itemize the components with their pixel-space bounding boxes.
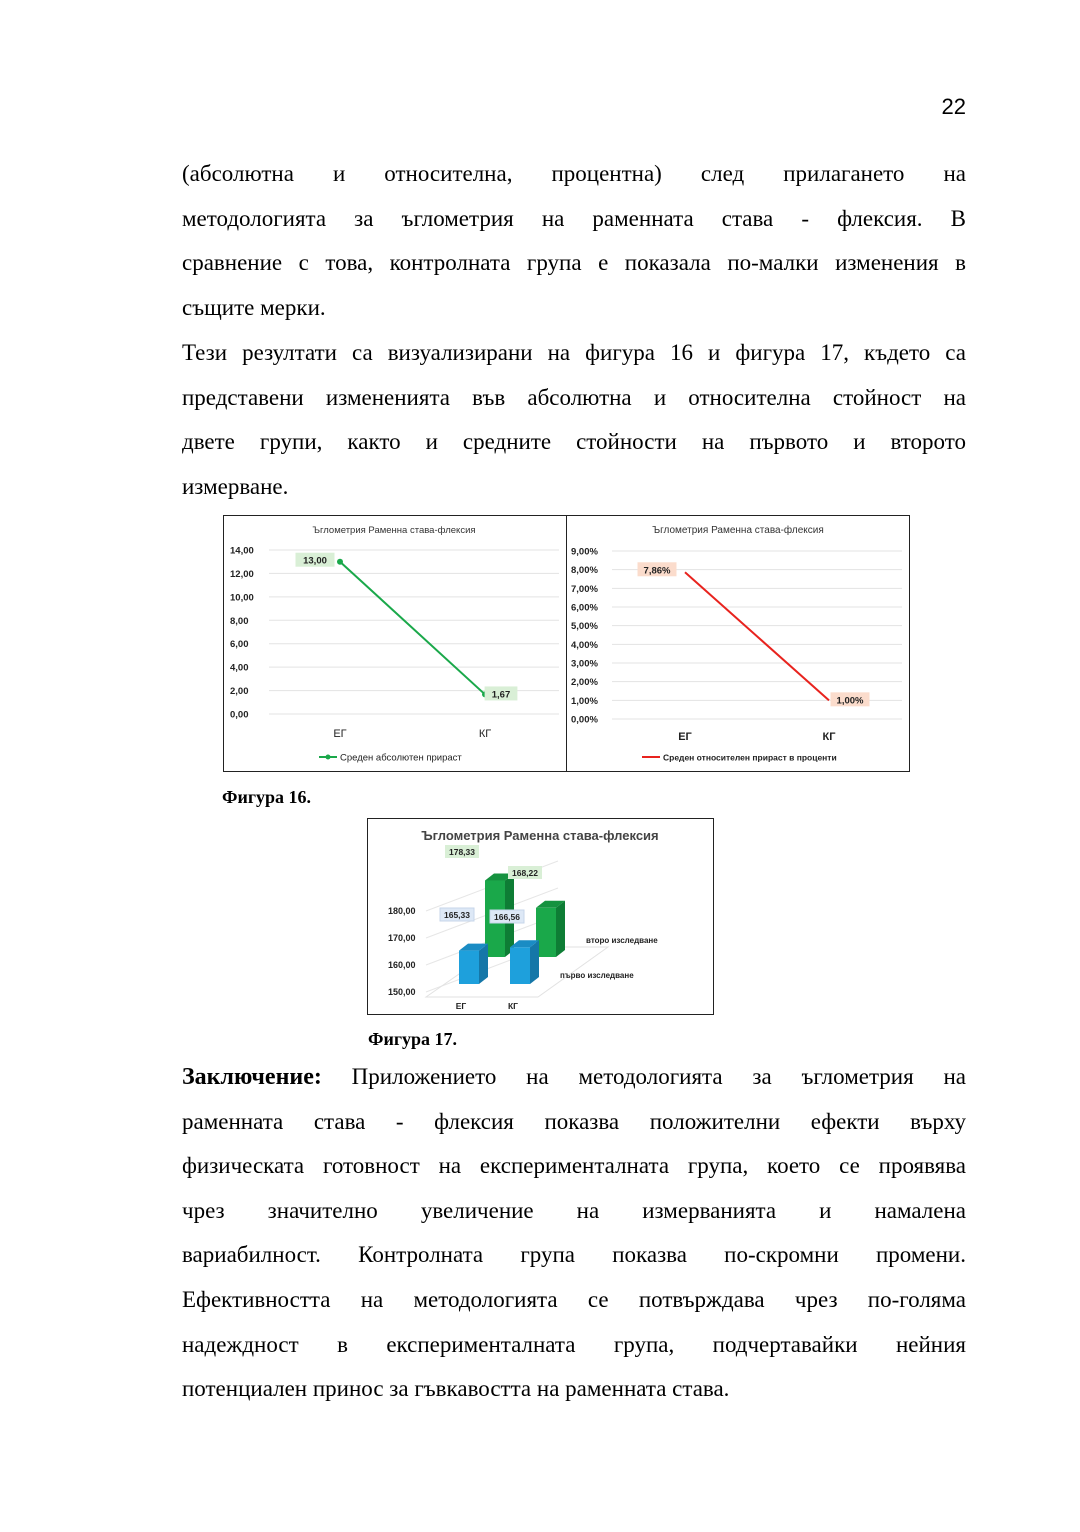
y-tick-label: 170,00 [388,933,416,943]
y-tick-label: 12,00 [230,568,254,580]
paragraph-2 [182,331,966,509]
y-tick-label: 10,00 [230,592,254,604]
y-tick-label: 1,00% [571,695,598,707]
text-line: (абсолютна и относителна, процентна) след прилагането на [182,161,966,186]
text-line: физическата готовност на експерименталната група, което се проявява [182,1153,966,1179]
text-line: потенциален принос за гъвкавостта на раменната става. [182,1376,730,1402]
x-category-label: КГ [507,1001,519,1011]
text-line: вариабилност. Контролната група показва по-скромни промени. [182,1242,966,1268]
legend-label: Среден относителен прираст в проценти [663,752,837,763]
x-category-label: КГ [822,731,836,743]
text-line: надеждност в експерименталната група, подчертавайки нейния [182,1331,966,1357]
text-line [182,1055,966,1100]
y-tick-label: 2,00 [230,686,249,698]
series-label: второ изследване [586,936,658,945]
y-tick-label: 160,00 [388,960,416,970]
text-line: раменната става - флексия показва положителни ефекти върху [182,1108,966,1134]
bar-side [530,940,539,984]
measurement-3d-bar-chart [368,819,713,1014]
page-number: 22 [941,94,966,119]
y-tick-label: 4,00 [230,662,249,674]
bar-side [556,901,565,957]
series-line [685,572,829,700]
y-tick-label: 180,00 [388,906,416,916]
conclusion-label: Заключение: [182,1064,322,1090]
text-line: чрез значително увеличение на измерванията и намалена [182,1197,966,1223]
data-label: 165,33 [444,910,470,920]
data-label: 168,22 [512,868,538,878]
bar [510,947,530,984]
y-tick-label: 9,00% [571,546,598,558]
y-tick-label: 4,00% [571,639,598,651]
y-tick-label: 8,00% [571,565,598,577]
conclusion-paragraph [182,1055,966,1412]
x-category-label: ЕГ [333,728,347,740]
y-tick-label: 3,00% [571,658,598,670]
figure17-caption: Фигура 17. [368,1029,458,1049]
y-tick-label: 5,00% [571,621,598,633]
y-tick-label: 2,00% [571,677,598,689]
y-tick-label: 150,00 [388,987,416,997]
data-label: 7,86% [643,565,671,577]
text-line: двете групи, както и средните стойности на първото и второто [182,429,966,455]
series-label: първо изследване [560,971,634,980]
y-tick-label: 7,00% [571,583,598,595]
figure16-relative-chart [566,515,910,772]
y-tick-label: 6,00% [571,602,598,614]
data-label: 1,00% [836,695,864,707]
x-category-label: ЕГ [678,731,692,743]
text-line: сравнение с това, контролната група е показала по-малки изменения в [182,250,966,276]
data-label: 1,67 [491,689,511,701]
conclusion-first-line: Приложението на методологията за ъглометрия на [321,1064,966,1089]
figure17-bar-chart [367,818,714,1015]
figure16-caption: Фигура 16. [222,787,312,807]
text-line: Ефективността на методологията се потвърждава чрез по-голяма [182,1286,966,1312]
absolute-gain-line-chart [224,516,566,771]
y-tick-label: 0,00% [571,714,598,726]
text-line: методологията за ъглометрия на раменната става - флексия. В [182,205,966,231]
legend-label: Среден абсолютен прираст [340,752,462,764]
data-label: 178,33 [449,847,475,857]
figure16-absolute-chart [223,515,567,772]
bar-side [479,944,488,984]
y-tick-label: 14,00 [230,545,254,557]
relative-gain-line-chart [567,516,909,771]
bar [459,951,479,984]
data-label: 166,56 [494,912,520,922]
chart-title: Ъглометрия Раменна става-флексия [312,525,476,536]
y-tick-label: 8,00 [230,615,249,627]
x-category-label: КГ [478,728,492,740]
data-point [337,559,343,565]
legend-marker [326,755,331,760]
x-category-label: ЕГ [455,1001,467,1011]
y-tick-label: 6,00 [230,639,249,651]
series-line [340,562,485,695]
text-line: Тези резултати са визуализирани на фигура 16 и фигура 17, където са [182,340,966,365]
paragraph-1 [182,152,966,330]
chart-title: Ъглометрия Раменна става-флексия [652,525,824,536]
text-line: измерване. [182,473,289,499]
data-label: 13,00 [303,555,327,567]
text-line: представени измененията във абсолютна и относителна стойност на [182,384,966,410]
chart-title: Ъглометрия Раменна става-флексия [421,828,659,843]
text-line: същите мерки. [182,294,326,320]
y-tick-label: 0,00 [230,709,249,721]
